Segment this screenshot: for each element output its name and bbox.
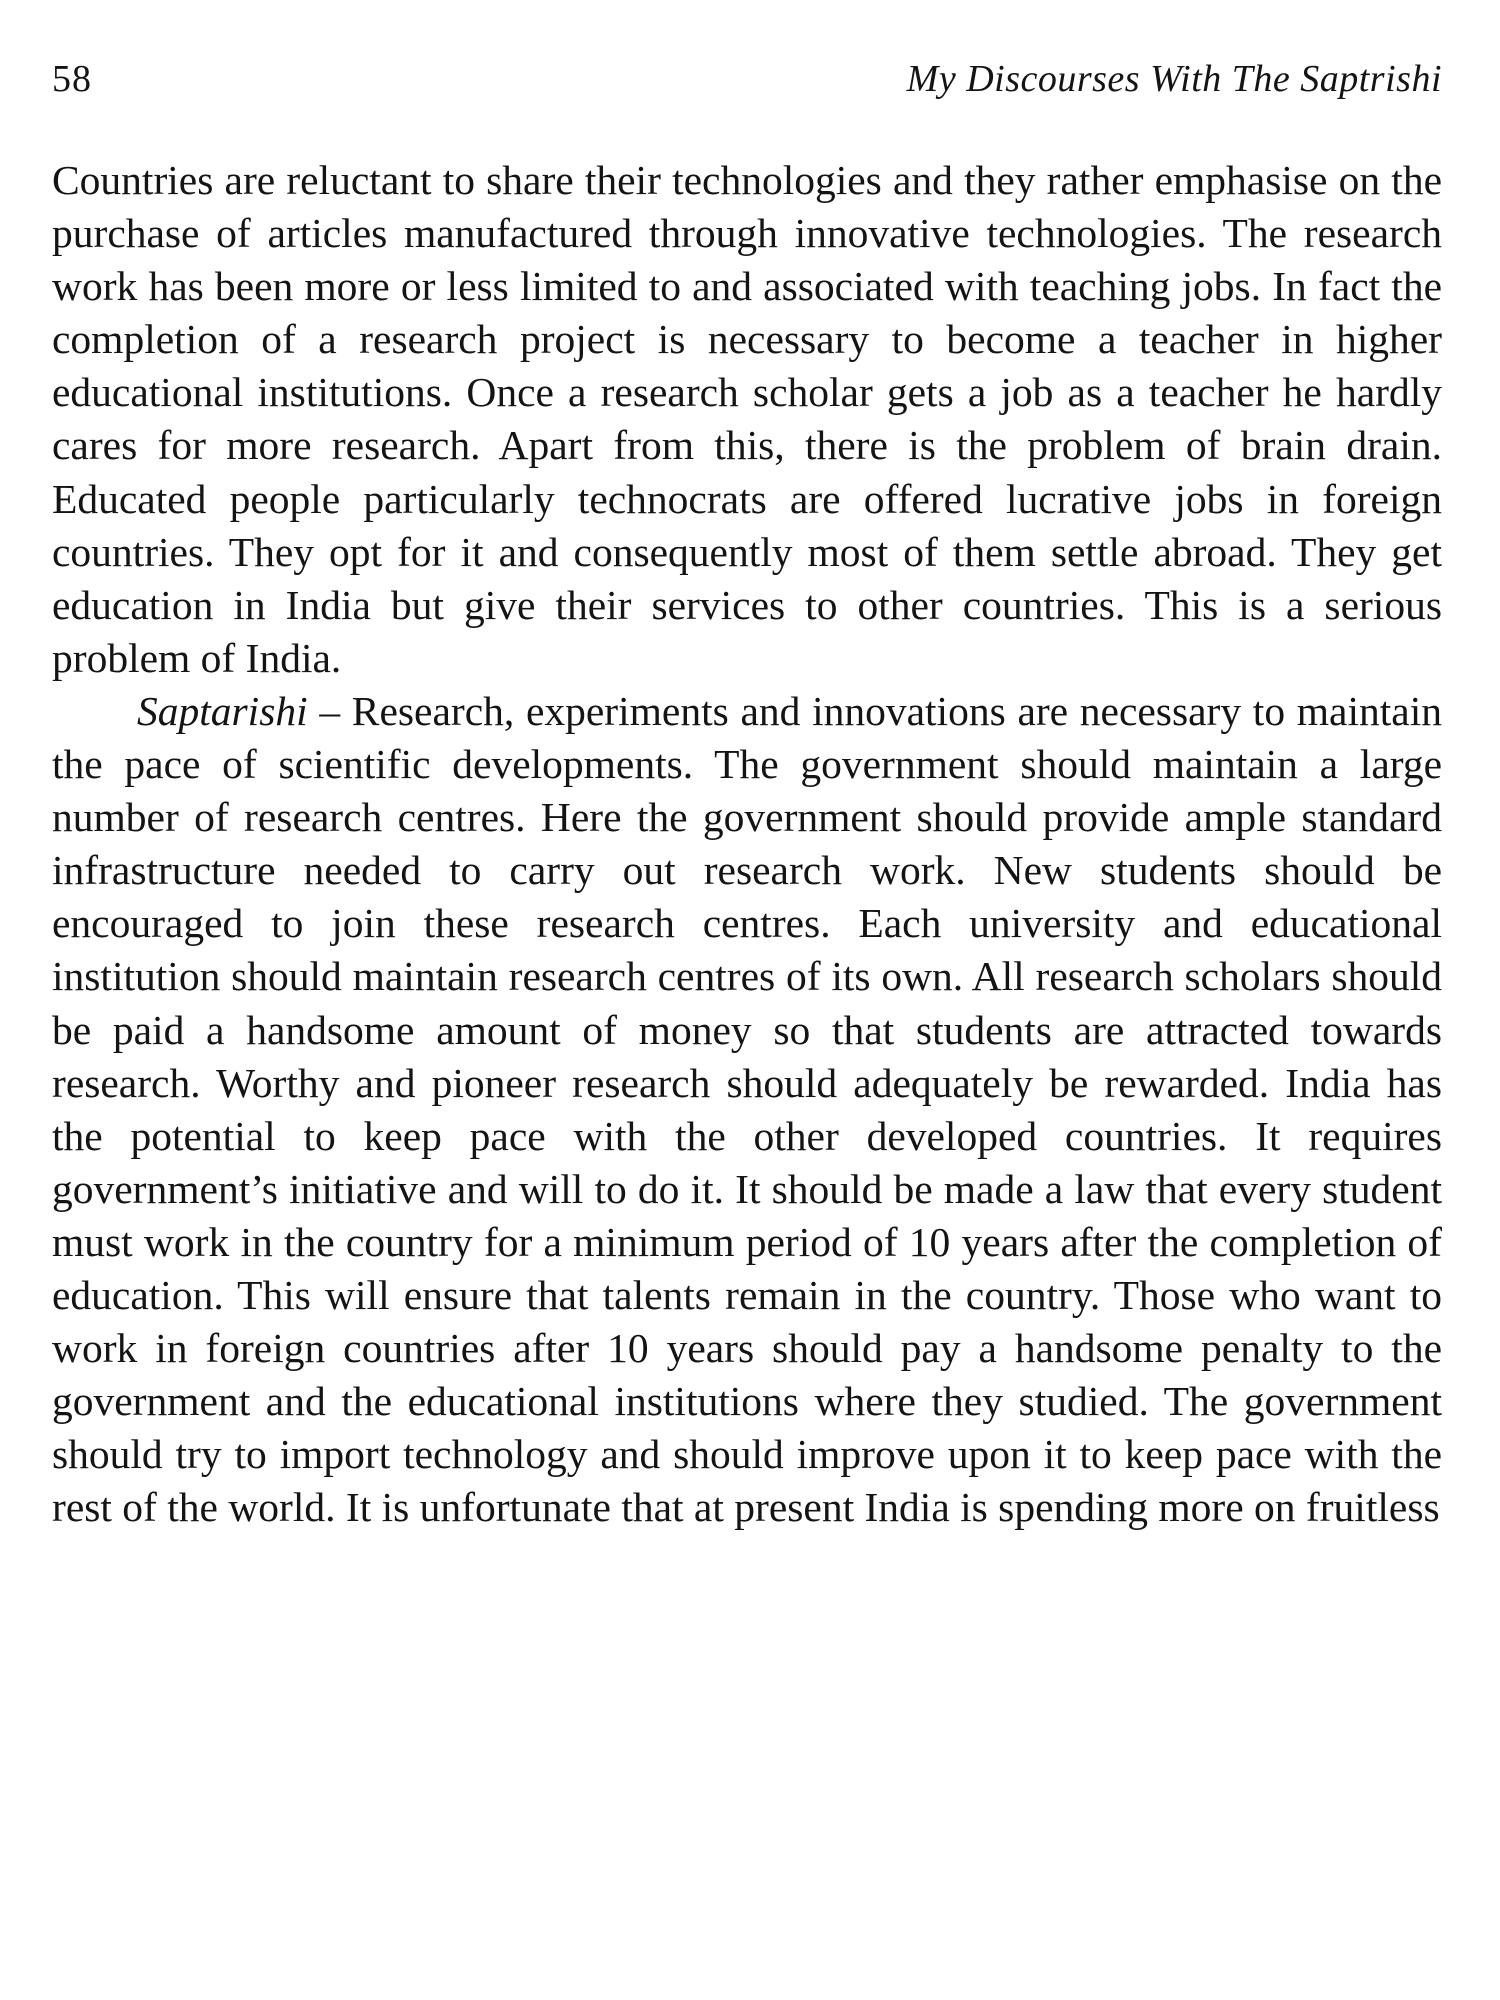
paragraph-brain-drain: Countries are reluctant to share their technologies and they rather emphasise on the purchase of articles manufactured through innovative technologies. The research work has been more or less limited to and associated with teaching jobs. In fact the completion of a research project is necessary to become a teacher in higher educational institutions. Once a research scholar gets a job as a teacher he hardly cares for more research. Apart from this, there is the problem of brain drain. Educated people particularly technocrats are offered lucrative jobs in foreign countries. They opt for it and consequently most of them settle abroad. They get education in India but give their services to other countries. This is a serious problem of India. [52, 157, 1442, 681]
paragraph-saptarishi-reply [52, 685, 1442, 1535]
speaker-name: Saptarishi [137, 687, 308, 734]
running-header [52, 44, 1442, 114]
body-text [52, 154, 1442, 1534]
book-title: My Discourses With The Saptrishi [906, 58, 1442, 100]
page-number: 58 [52, 58, 92, 100]
book-page [52, 44, 1442, 1964]
paragraph-text: – Research, experiments and innovations are necessary to maintain the pace of scientific developments. The government should maintain a large number of research centres. Here the government should provide ample standard infrastructure needed to carry out research work. New students should be encouraged to join these research centres. Each university and educational institution should maintain research centres of its own. All research scholars should be paid a handsome amount of money so that students are attracted towards research. Worthy and pioneer research should adequately be rewarded. India has the potential to keep pace with the other developed countries. It requires government’s initiative and will to do it. It should be made a law that every student must work in the country for a minimum period of 10 years after the completion of education. This will ensure that talents remain in the country. Those who want to work in foreign countries after 10 years should pay a handsome penalty to the government and the educational institutions where they studied. The government should try to import technology and should improve upon it to keep pace with the rest of the world. It is unfortunate that at present India is spending more on fruitless [52, 687, 1442, 1531]
